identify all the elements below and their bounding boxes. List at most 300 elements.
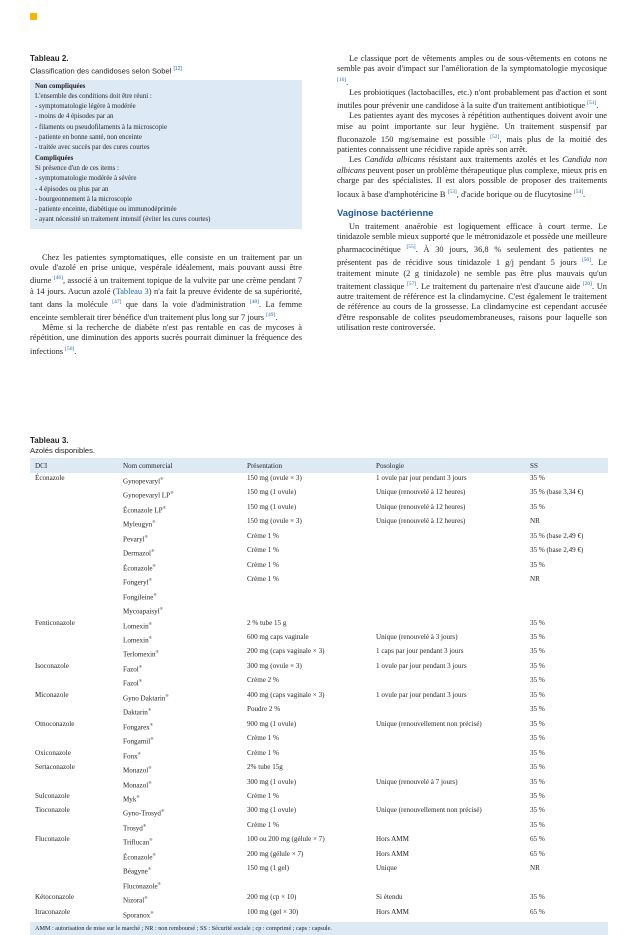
cell-posology [374,531,528,545]
cell-commercial-name [121,675,245,689]
cell-posology-text: Unique (renouvelé à 12 heures) [376,502,466,511]
list-item: - moins de 4 épisodes par an [35,113,114,121]
text-run: résistant aux traitements azolés et les [428,155,559,165]
cell-presentation-text: Crème 1 % [247,748,279,757]
registered-mark: ® [136,793,140,799]
cell-ss-text: 65 % [530,907,545,916]
registered-mark: ® [148,634,153,640]
cell-posology-text: 1 ovule par jour pendant 3 jours [376,690,467,699]
registered-mark: ® [152,519,156,525]
cell-ss [528,863,608,877]
cell-commercial-name [121,646,245,660]
table2-box [30,80,302,229]
cell-dci [30,690,121,704]
table2-label: Tableau 2. [30,54,69,63]
reference-link[interactable]: [53] [447,188,457,195]
registered-mark: ® [148,779,152,785]
table3-footnote: AMM : autorisation de mise sur le marché ; NR : non remboursé ; SS : Sécurité sociale ; cp : comprimé ; caps : capsule. [30,922,608,935]
cell-posology-text: Unique (renouvelé à 12 heures) [376,517,466,526]
cell-commercial-name-text: Dermazol [123,549,151,558]
cell-commercial-name [121,502,245,516]
cell-presentation [245,719,374,733]
registered-mark: ® [149,837,153,843]
table3-caption [30,436,608,456]
cell-ss [528,791,608,805]
left-column [30,54,302,357]
cell-posology-text: Hors AMM [376,907,409,916]
cell-posology-text: Hors AMM [376,835,409,844]
cell-dci [30,878,121,892]
right-column [337,54,607,333]
cell-presentation [245,560,374,574]
cell-posology [374,748,528,762]
cell-commercial-name [121,777,245,791]
cell-commercial-name [121,574,245,588]
header-ss: SS [528,458,608,473]
cell-presentation-text: Crème 1 % [247,575,279,584]
table3 [30,436,608,935]
cell-ss [528,777,608,791]
cell-ss-text: 35 % [530,661,545,670]
cell-presentation-text: 300 mg (ovule × 3) [247,661,302,670]
table2-complicated-title: Compliquées [35,154,74,162]
registered-mark: ® [152,562,156,568]
cell-commercial-name [121,531,245,545]
registered-mark: ® [150,909,154,915]
list-item: - filaments ou pseudofilaments à la microscopie [35,123,168,131]
cell-presentation [245,805,374,819]
table2-complicated-list [35,174,296,225]
cell-presentation [245,863,374,877]
cell-ss-text: 35 % [530,705,545,714]
cell-commercial-name-text: Sporanox [123,910,151,919]
cell-posology [374,907,528,921]
cell-dci [30,762,121,776]
cell-ss [528,805,608,819]
cell-posology [374,834,528,848]
cell-posology [374,805,528,819]
cell-presentation [245,878,374,892]
cell-ss [528,834,608,848]
cell-presentation [245,849,374,863]
table2-complicated-intro: Si présence d'un de ces items : [35,164,119,172]
list-item: - 4 épisodes ou plus par an [35,185,109,193]
registered-mark: ® [159,606,164,612]
cell-presentation-text: 150 mg (ovule × 3) [247,474,302,482]
table-row [30,834,608,848]
text-run: . À 30 jours, 36,8 % seulement des patientes ne présentent pas de récidive sous tinidazole 1 g/j pendant 5 jours [337,245,607,268]
cell-dci [30,574,121,588]
cell-presentation-text: Poudre 2 % [247,705,281,714]
cell-commercial-name [121,545,245,559]
cell-dci [30,791,121,805]
table-row [30,704,608,718]
table-row [30,531,608,545]
cell-ss [528,545,608,559]
text-run: . Le traitement minute (2 g tinidazole) ne semble pas être plus mauvais qu'un traitement classique [337,258,607,291]
cell-presentation [245,690,374,704]
cell-posology [374,892,528,906]
cell-ss [528,907,608,921]
text-run: que dans la voie d'administration [125,299,246,309]
cell-dci [30,473,121,487]
cell-dci-text: Fluconazole [35,835,70,844]
reference-link[interactable]: [55] [406,244,416,251]
cell-commercial-name-text: Monazol [123,766,149,775]
cell-ss-text: 35 % [530,632,545,641]
cell-ss-text: 35 % [530,719,545,728]
cell-posology [374,733,528,747]
cell-presentation [245,791,374,805]
cell-commercial-name [121,878,245,892]
cell-commercial-name-text: Fluconazole [123,882,158,891]
cell-presentation [245,574,374,588]
cell-posology-text: Unique [376,864,397,873]
table-row [30,849,608,863]
cell-dci [30,675,121,689]
cell-dci [30,907,121,921]
reference-link[interactable]: [51] [587,100,597,107]
cell-presentation-text: Crème 1 % [247,791,279,800]
table-row [30,502,608,516]
cell-dci [30,849,121,863]
cell-dci [30,719,121,733]
cell-dci [30,589,121,603]
cell-posology [374,473,528,487]
cell-ss-text: 35 % [530,690,545,699]
table-header-row [30,458,608,473]
cell-presentation-text: 200 mg (gélule × 7) [247,849,304,858]
cell-commercial-name-text: Daktarin [123,708,148,717]
cell-commercial-name-text: Fongileine [123,592,154,601]
cell-commercial-name [121,892,245,906]
cell-commercial-name-text: Pevaryl [123,535,145,544]
registered-mark: ® [142,822,147,828]
table3-label: Tableau 3. [30,436,69,445]
cell-ss [528,733,608,747]
registered-mark: ® [150,736,154,742]
cell-ss-text: NR [530,864,540,873]
text-run: . [346,77,349,87]
text-run: peuvent poser un problème thérapeutique plus complexe, mieux pris en charge par des spécialistes. Il est alors possible de proposer des traitements locaux à base d'amphotéricine B [337,165,607,199]
cell-dci-text: Isoconazole [35,661,69,670]
table2-caption [30,54,302,77]
reference-link[interactable]: [56] [581,257,591,264]
cell-commercial-name [121,618,245,632]
cell-commercial-name [121,834,245,848]
text-run: . La femme enceinte semblerait tirer bénéfice d'un traitement plus long sur 7 jours [30,299,302,322]
cell-dci-text: Éconazole [35,474,65,482]
table3-caption-text: Azolés disponibles. [30,446,96,455]
table-row [30,603,608,617]
reference-link[interactable]: [57] [407,280,417,287]
table-row [30,632,608,646]
cell-commercial-name-text: Trosyd [123,824,143,833]
cell-posology-text: Unique (renouvelé à 7 jours) [376,777,458,786]
table-row [30,748,608,762]
cell-presentation-text: 150 mg (1 gel) [247,864,289,873]
cell-commercial-name-text: Gynopevaryl LP [123,491,171,500]
text-run: . Un autre traitement de référence est la clindamycine. C'est également le traitement de référence au cours de la grossesse. La clindamycine est cependant accusée d'être responsable de colites pseudomembraneuses, raisons pour laquelle son utilisation reste controversée. [337,281,607,333]
cell-posology [374,487,528,501]
cell-ss [528,849,608,863]
cell-commercial-name [121,690,245,704]
table2-uncomplicated-intro: L'ensemble des conditions doit être réuni : [35,92,152,100]
table-row [30,820,608,834]
list-item: - symptomatologie légère à modérée [35,103,136,111]
cell-commercial-name-text: Gyno Daktarin [123,694,166,703]
cell-commercial-name-text: Monazol [123,780,149,789]
cell-dci-text: Sertaconazole [35,763,75,772]
cell-posology [374,502,528,516]
registered-mark: ® [147,866,152,872]
cell-ss-text: NR [530,575,540,584]
text-run: . [74,346,77,356]
cell-dci [30,834,121,848]
cell-dci [30,545,121,559]
registered-mark: ® [138,663,143,669]
cell-ss [528,748,608,762]
cell-dci [30,892,121,906]
table-row [30,516,608,530]
cell-presentation [245,632,374,646]
cell-presentation-text: 150 mg (1 ovule) [247,502,297,511]
cell-presentation [245,733,374,747]
registered-mark: ® [157,880,162,886]
right-paragraph-5 [337,222,607,334]
table2-uncomplicated-list [35,102,296,153]
cell-commercial-name [121,849,245,863]
cell-presentation [245,892,374,906]
registered-mark: ® [137,750,142,756]
table-row [30,589,608,603]
section-marker [30,13,37,20]
cell-commercial-name [121,791,245,805]
cell-commercial-name [121,907,245,921]
cell-posology-text: Unique (renouvelé à 12 heures) [376,488,466,497]
right-paragraph-1 [337,54,607,88]
reference-link[interactable]: [50] [65,345,75,352]
registered-mark: ® [160,808,165,814]
reference-link[interactable]: [54] [573,188,584,195]
cell-presentation [245,545,374,559]
table-row [30,907,608,921]
cell-presentation-text: 300 mg (1 ovule) [247,777,297,786]
cell-commercial-name-text: Terlomexin [123,650,156,659]
cell-dci [30,502,121,516]
cell-posology [374,632,528,646]
cell-posology [374,762,528,776]
cell-ss [528,618,608,632]
cell-dci-text: Itraconazole [35,907,71,916]
cell-commercial-name-text: Lomexin [123,621,149,630]
cell-ss-text: 35 % [530,474,545,482]
cell-ss-text: 35 % [530,806,545,815]
cell-commercial-name-text: Éconazole LP [123,506,163,515]
cell-ss [528,516,608,530]
cell-ss [528,675,608,689]
list-item: - ayant nécessité un traitement intensif (éviter les cures courtes) [35,216,211,224]
cell-posology [374,849,528,863]
cell-dci [30,748,121,762]
registered-mark: ® [148,577,153,583]
cell-ss [528,473,608,487]
cell-presentation-text: Crème 2 % [247,676,279,685]
cell-posology-text: Unique (renouvellement non précisé) [376,806,482,815]
cell-dci-text: Fenticonazole [35,618,75,627]
registered-mark: ® [144,895,148,901]
text-run: , mais plus de la moitié des patientes connaissent une récidive rapide après son arrêt. [337,134,607,155]
cell-dci [30,777,121,791]
cell-posology [374,675,528,689]
cell-presentation [245,473,374,487]
cell-commercial-name-text: Gyno-Trosyd [123,809,161,818]
reference-link[interactable]: [20] [582,280,592,287]
cell-ss-text: 35 % [530,893,545,902]
cell-presentation [245,834,374,848]
cell-commercial-name-text: Triflucan [123,838,150,847]
cell-presentation [245,777,374,791]
cell-ss-text: 35 % [530,791,545,800]
cell-commercial-name-text: Mycoapaisyl [123,607,160,616]
cell-posology [374,589,528,603]
table-row [30,574,608,588]
cell-ss-text: 65 % [530,849,545,858]
cell-commercial-name [121,560,245,574]
text-run: , associé à un traitement topique de la vulvite par une crème pendant 7 à 14 jours. Aucun azolé ( [30,276,303,296]
table-row [30,777,608,791]
cell-presentation [245,661,374,675]
cell-dci [30,531,121,545]
cell-presentation-text: 900 mg (1 ovule) [247,719,297,728]
cell-commercial-name [121,473,245,487]
cell-commercial-name [121,719,245,733]
cell-presentation-text: Crème 1 % [247,734,279,743]
registered-mark: ® [162,504,167,510]
cell-posology [374,560,528,574]
cell-presentation [245,603,374,617]
reference-link[interactable]: [46] [53,275,63,282]
text-run: . [275,312,278,322]
table2-caption-text: Classification des candidoses selon Sobel [30,66,172,76]
table3-link[interactable]: Tableau 3 [115,286,149,296]
left-paragraph-1 [30,253,302,323]
list-item: - symptomatologie modérée à sévère [35,175,137,183]
text-run: . Le traitement du partenaire n'est d'aucune aide [416,281,581,291]
cell-commercial-name-text: Fongarex [123,723,150,732]
cell-presentation [245,762,374,776]
table-row [30,762,608,776]
cell-dci [30,661,121,675]
cell-commercial-name-text: Nizoral [123,896,145,905]
cell-posology-text: Unique (renouvelé à 3 jours) [376,632,458,641]
table-row [30,661,608,675]
cell-ss-text: 35 % (base 3,34 €) [530,488,584,497]
list-item: - traitée avec succès par des cures courtes [35,144,150,152]
cell-dci [30,632,121,646]
cell-presentation-text: Crème 1 % [247,546,279,555]
cell-posology [374,646,528,660]
cell-presentation-text: Crème 1 % [247,531,279,540]
cell-dci [30,704,121,718]
species-name: Candida albicans [364,155,426,165]
cell-commercial-name-text: Fongeryl [123,578,149,587]
cell-ss [528,589,608,603]
registered-mark: ® [148,765,152,771]
cell-commercial-name-text: Fongamil [123,737,151,746]
table-row [30,675,608,689]
cell-commercial-name [121,603,245,617]
cell-presentation-text: 300 mg (1 ovule) [247,806,297,815]
registered-mark: ® [155,649,160,655]
registered-mark: ® [148,620,153,626]
cell-commercial-name [121,704,245,718]
header-presentation: Présentation [245,458,374,473]
cell-presentation [245,907,374,921]
cell-presentation-text: Crème 1 % [247,820,279,829]
cell-presentation-text: 100 ou 200 mg (gélule × 7) [247,835,325,844]
reference-link[interactable]: [49] [266,312,276,318]
cell-posology [374,878,528,892]
cell-commercial-name-text: Éconazole [123,853,153,862]
text-run: . [583,189,586,199]
cell-ss [528,531,608,545]
cell-posology [374,690,528,704]
cell-presentation [245,704,374,718]
cell-presentation-text: 200 mg (cp × 10) [247,893,297,902]
header-dci: DCI [30,458,121,473]
cell-ss [528,646,608,660]
cell-ss [528,661,608,675]
cell-posology [374,704,528,718]
cell-commercial-name-text: Béagyne [123,867,148,876]
cell-commercial-name-text: Myleugyn [123,520,153,529]
cell-posology-text: Hors AMM [376,849,409,858]
cell-ss-text: 35 % (base 2,49 €) [530,546,584,555]
registered-mark: ® [170,490,174,496]
cell-ss-text: 35 % [530,748,545,757]
table-row [30,719,608,733]
cell-posology-text: Unique (renouvellement non précisé) [376,719,482,728]
cell-ss-text: 35 % [530,763,545,772]
cell-dci-text: Sulconazole [35,791,70,800]
reference-link[interactable]: [16] [337,76,347,83]
text-run: ) n'a fait la preuve évidente de sa supériorité, tant dans la molécule [30,286,302,309]
cell-presentation [245,516,374,530]
cell-commercial-name [121,487,245,501]
cell-ss-text: 35 % [530,502,545,511]
cell-presentation-text: 2 % tube 15 g [247,618,287,627]
header-commercial-name: Nom commercial [121,458,245,473]
cell-posology [374,791,528,805]
table2-uncomplicated-title: Non compliquées [35,82,86,90]
table-row [30,545,608,559]
reference-link[interactable]: [47] [112,298,122,305]
cell-ss [528,632,608,646]
cell-presentation-text: 150 mg (ovule × 3) [247,517,302,526]
reference-link[interactable]: [48] [249,298,260,305]
cell-commercial-name [121,733,245,747]
cell-commercial-name [121,863,245,877]
cell-presentation-text: 100 mg (gel × 30) [247,907,299,916]
table-row [30,473,608,487]
table-row [30,690,608,704]
reference-link[interactable]: [52] [490,134,500,140]
cell-presentation-text: 150 mg (1 ovule) [247,488,297,497]
cell-ss [528,878,608,892]
cell-commercial-name-text: Fazol [123,665,139,674]
cell-posology [374,545,528,559]
